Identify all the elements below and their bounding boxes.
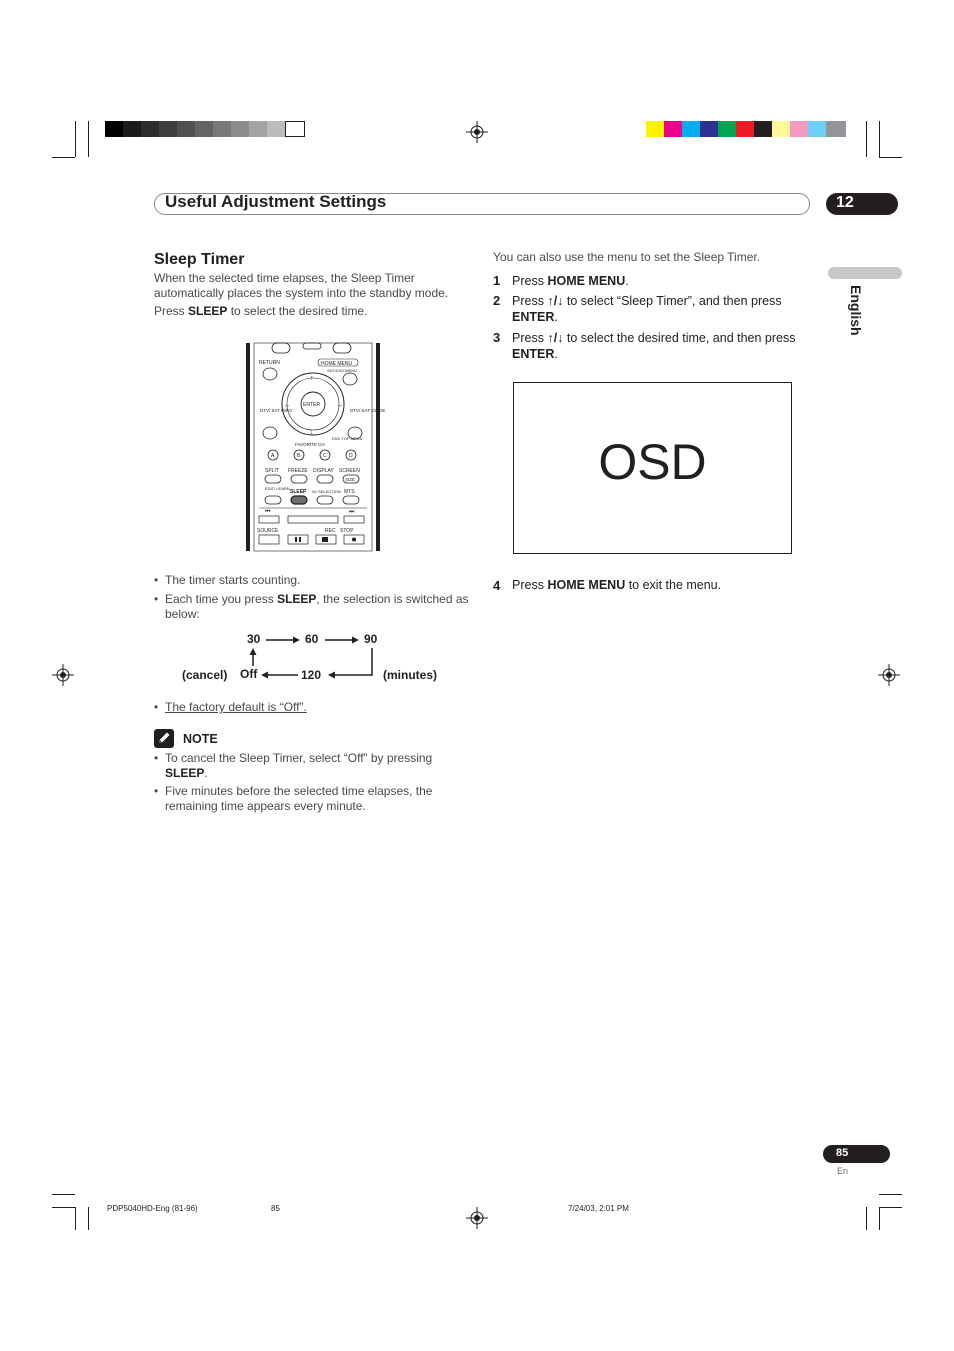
color-swatch	[646, 121, 664, 137]
instruction-text: Press	[154, 304, 189, 318]
note-text: To cancel the Sleep Timer, select “Off” by pressing	[165, 751, 433, 765]
remote-label: FREEZE	[288, 468, 308, 474]
remote-label: C	[323, 453, 327, 459]
color-swatch	[682, 121, 700, 137]
crop-mark	[879, 1194, 902, 1195]
remote-label: B	[297, 453, 301, 459]
remote-label: D	[349, 453, 353, 459]
step-fragment: .	[625, 274, 629, 288]
crop-mark	[879, 121, 880, 157]
note-text: .	[204, 765, 208, 780]
gray-swatch	[123, 121, 141, 137]
bullet-text: Each time you press	[165, 592, 278, 606]
step-fragment: Press	[512, 578, 548, 592]
svg-text:↑: ↑	[310, 375, 314, 382]
color-swatch	[826, 121, 846, 137]
registration-target-icon	[466, 121, 488, 143]
list-item: • To cancel the Sleep Timer, select “Off” by pressing SLEEP.	[154, 751, 433, 780]
crop-mark	[879, 157, 902, 158]
remote-label: EDIT/ LEARN	[265, 486, 290, 491]
step-fragment: to exit the menu.	[625, 578, 722, 592]
remote-label: DVD TOP MENU	[332, 436, 363, 441]
cycle-value-60: 60	[305, 632, 319, 646]
remote-label: DTV/ SAT GUIDE	[350, 408, 386, 413]
remote-label: SLEEP	[290, 489, 307, 495]
menu-intro: You can also use the menu to set the Sleep Timer.	[493, 250, 761, 264]
registration-target-icon	[466, 1207, 488, 1229]
language-label: English	[848, 285, 864, 336]
color-swatch	[790, 121, 808, 137]
step-fragment: .	[554, 346, 558, 361]
remote-label: MTS	[344, 489, 355, 495]
page-language: En	[837, 1166, 849, 1176]
color-swatch	[736, 121, 754, 137]
press-sleep-instruction	[154, 304, 474, 319]
crop-mark	[52, 1194, 75, 1195]
step-number: 3	[493, 330, 501, 345]
svg-text:⏮: ⏮	[265, 509, 271, 515]
cycle-value-off: Off	[240, 667, 258, 681]
sleep-timer-heading: Sleep Timer	[154, 251, 245, 268]
cycle-value-30: 30	[247, 632, 261, 646]
sleep-timer-intro: When the selected time elapses, the Sleep Timer automatically places the system into the standby mode.	[154, 271, 449, 300]
crop-mark	[866, 1207, 867, 1230]
crop-mark	[88, 1207, 89, 1230]
cycle-value-90: 90	[364, 632, 378, 646]
remote-label: FAVORITE CH	[295, 442, 325, 447]
crop-mark	[879, 1207, 880, 1230]
cycle-arrows-icon	[240, 630, 385, 680]
step-fragment: to select the desired time, and then press	[563, 331, 796, 345]
step-number: 1	[493, 273, 501, 288]
crop-mark	[52, 1207, 75, 1208]
bullet-text: , the selection is switched as below:	[165, 592, 469, 621]
remote-label: SCREEN	[339, 468, 360, 474]
step-text	[512, 274, 822, 290]
footer-timestamp: 7/24/03, 2:01 PM	[568, 1204, 629, 1213]
step-number: 4	[493, 578, 501, 593]
step-text	[512, 331, 812, 362]
step-number: 2	[493, 293, 501, 308]
gray-swatch	[177, 121, 195, 137]
remote-label: DTV/ SAT INFO	[260, 408, 292, 413]
remote-label: A	[271, 453, 275, 459]
gray-swatch	[267, 121, 285, 137]
footer-file-name: PDP5040HD-Eng (81-96)	[107, 1204, 198, 1213]
color-swatch	[718, 121, 736, 137]
crop-mark	[88, 121, 89, 157]
list-item: • The timer starts counting.	[154, 573, 474, 588]
sleep-key-label: SLEEP	[277, 592, 317, 606]
svg-text:←: ←	[284, 402, 291, 409]
remote-label: REC	[325, 528, 336, 534]
step-fragment: .	[554, 309, 558, 324]
home-menu-key-label: HOME MENU	[547, 578, 626, 592]
remote-label: AV SELECTION	[312, 489, 341, 494]
color-swatch	[664, 121, 682, 137]
enter-key-label: ENTER	[512, 309, 555, 324]
footer-file-page: 85	[271, 1204, 280, 1213]
registration-target-icon	[878, 664, 900, 686]
remote-label: SPLIT	[265, 468, 279, 474]
bullet-text: The timer starts counting.	[165, 573, 301, 587]
enter-key-label: ENTER	[512, 346, 555, 361]
crop-mark	[75, 121, 76, 157]
crop-mark	[75, 1207, 76, 1230]
gray-swatch	[141, 121, 159, 137]
step-text	[512, 294, 822, 325]
registration-target-icon	[52, 664, 74, 686]
note-text: Five minutes before the selected time elapses, the remaining time appears every minute.	[165, 784, 433, 813]
svg-text:⏭: ⏭	[349, 509, 355, 515]
cycle-value-120: 120	[301, 668, 322, 682]
remote-label: HOME MENU	[321, 361, 353, 367]
osd-label: OSD	[598, 434, 707, 490]
remote-label: DISPLAY	[313, 468, 334, 474]
crop-mark	[866, 121, 867, 157]
gray-swatch	[159, 121, 177, 137]
step-fragment: Press	[512, 331, 548, 345]
list-item: • Five minutes before the selected time elapses, the remaining time appears every minute.	[154, 784, 474, 813]
instruction-text: to select the desired time.	[227, 304, 368, 318]
remote-label: RETURN	[259, 360, 280, 366]
section-title: Useful Adjustment Settings	[165, 192, 387, 211]
step-fragment: Press	[512, 274, 548, 288]
note-pencil-icon	[154, 729, 174, 748]
gray-swatch	[213, 121, 231, 137]
sleep-key-label: SLEEP	[188, 304, 228, 318]
home-menu-key-label: HOME MENU	[547, 274, 626, 288]
osd-screen-placeholder	[513, 382, 792, 554]
remote-label: ENTER	[303, 402, 320, 408]
remote-label: SIZE	[345, 477, 356, 482]
sleep-key-label: SLEEP	[165, 765, 205, 780]
color-swatch	[808, 121, 826, 137]
crop-mark	[879, 1207, 902, 1208]
arrow-keys-label: ↑/↓	[547, 294, 564, 308]
color-swatch	[772, 121, 790, 137]
gray-swatch	[231, 121, 249, 137]
svg-text:↓: ↓	[310, 429, 314, 436]
crop-mark	[52, 157, 75, 158]
page-number-badge: 85	[823, 1145, 890, 1163]
arrow-keys-label: ↑/↓	[547, 331, 564, 345]
gray-swatch	[285, 121, 305, 137]
step-fragment: Press	[512, 294, 548, 308]
remote-control-illustration	[245, 343, 386, 551]
remote-label: SAT/DVD MENU	[327, 368, 357, 373]
svg-text:→: →	[336, 402, 343, 409]
gray-swatch	[105, 121, 123, 137]
list-item: • Each time you press SLEEP, the selection is switched as below:	[154, 592, 469, 621]
minutes-label: (minutes)	[383, 668, 437, 682]
note-title: NOTE	[183, 732, 218, 746]
cancel-label: (cancel)	[182, 668, 228, 682]
step-text	[512, 578, 822, 594]
remote-label: SOURCE	[257, 528, 279, 534]
gray-swatch	[249, 121, 267, 137]
list-item: • The factory default is “Off”.	[154, 700, 474, 715]
language-tab	[828, 267, 902, 279]
chapter-number-badge: 12	[826, 193, 898, 215]
color-swatch	[754, 121, 772, 137]
factory-default-text: The factory default is “Off”.	[165, 700, 307, 714]
remote-label: STOP	[340, 528, 354, 534]
step-fragment: to select “Sleep Timer”, and then press	[563, 294, 782, 308]
gray-swatch	[195, 121, 213, 137]
color-swatch	[700, 121, 718, 137]
